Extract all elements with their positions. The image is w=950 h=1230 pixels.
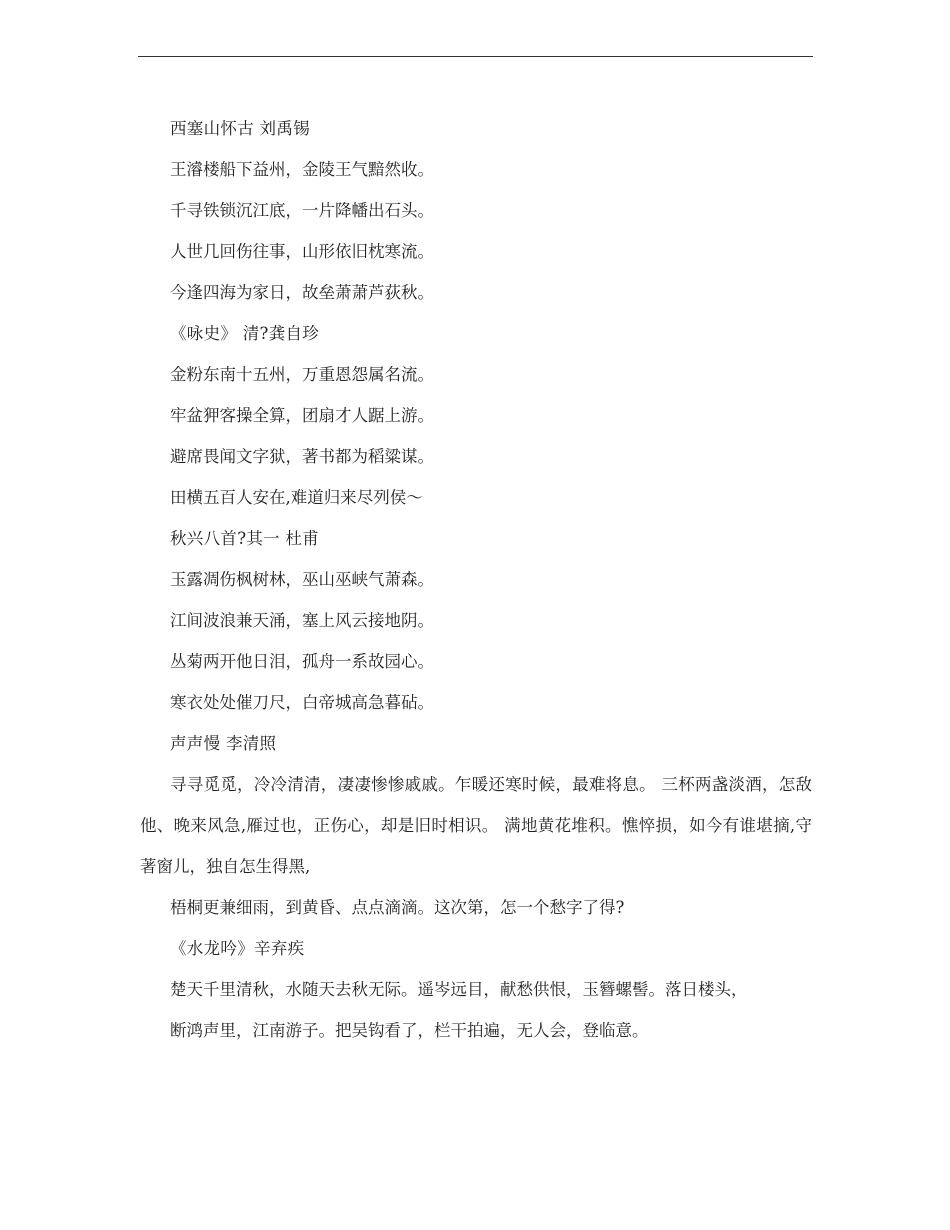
verse-line: 金粉东南十五州，万重恩怨属名流。 [170, 365, 434, 384]
verse-line: 牢盆狎客操全算，团扇才人踞上游。 [170, 406, 434, 425]
verse-line: 人世几回伤往事，山形依旧枕寒流。 [170, 242, 434, 261]
verse-line: 田横五百人安在,难道归来尽列侯～ [170, 488, 423, 507]
document-body [140, 108, 812, 1051]
poem-title: 《咏史》 清?龚自珍 [170, 324, 320, 343]
verse-line: 今逢四海为家日，故垒萧萧芦荻秋。 [170, 283, 434, 302]
verse-line: 断鸿声里，江南游子。把吴钩看了，栏干拍遍，无人会，登临意。 [170, 1021, 649, 1040]
verse-line: 寒衣处处催刀尺，白帝城高急暮砧。 [170, 693, 434, 712]
verse-line: 避席畏闻文字狱，著书都为稻粱谋。 [170, 447, 434, 466]
poem-title: 声声慢 李清照 [170, 734, 277, 753]
verse-line: 千寻铁锁沉江底，一片降幡出石头。 [170, 201, 434, 220]
verse-line: 玉露凋伤枫树林，巫山巫峡气萧森。 [170, 570, 434, 589]
prose-paragraph: 楚天千里清秋，水随天去秋无际。遥岑远目，献愁供恨，玉簪螺髻。落日楼头， [170, 980, 748, 999]
verse-line: 丛菊两开他日泪，孤舟一系故园心。 [170, 652, 434, 671]
poem-title: 《水龙吟》辛弃疾 [170, 939, 305, 958]
verse-line: 王濬楼船下益州，金陵王气黯然收。 [170, 160, 434, 179]
verse-line: 江间波浪兼天涌，塞上风云接地阴。 [170, 611, 434, 630]
header-rule [138, 56, 813, 57]
prose-paragraph: 寻寻觅觅，冷冷清清，凄凄惨惨戚戚。乍暖还寒时候，最难将息。 三杯两盏淡酒，怎敌他、晚来风急,雁过也，正伤心，却是旧时相识。 满地黄花堆积。憔悴损，如今有谁堪摘,守著窗儿，独自怎生得黑, [140, 775, 812, 876]
poem-title: 秋兴八首?其一 杜甫 [170, 529, 320, 548]
poem-title: 西塞山怀古 刘禹锡 [170, 119, 310, 138]
verse-line: 梧桐更兼细雨，到黄昏、点点滴滴。这次第，怎一个愁字了得? [170, 898, 625, 917]
